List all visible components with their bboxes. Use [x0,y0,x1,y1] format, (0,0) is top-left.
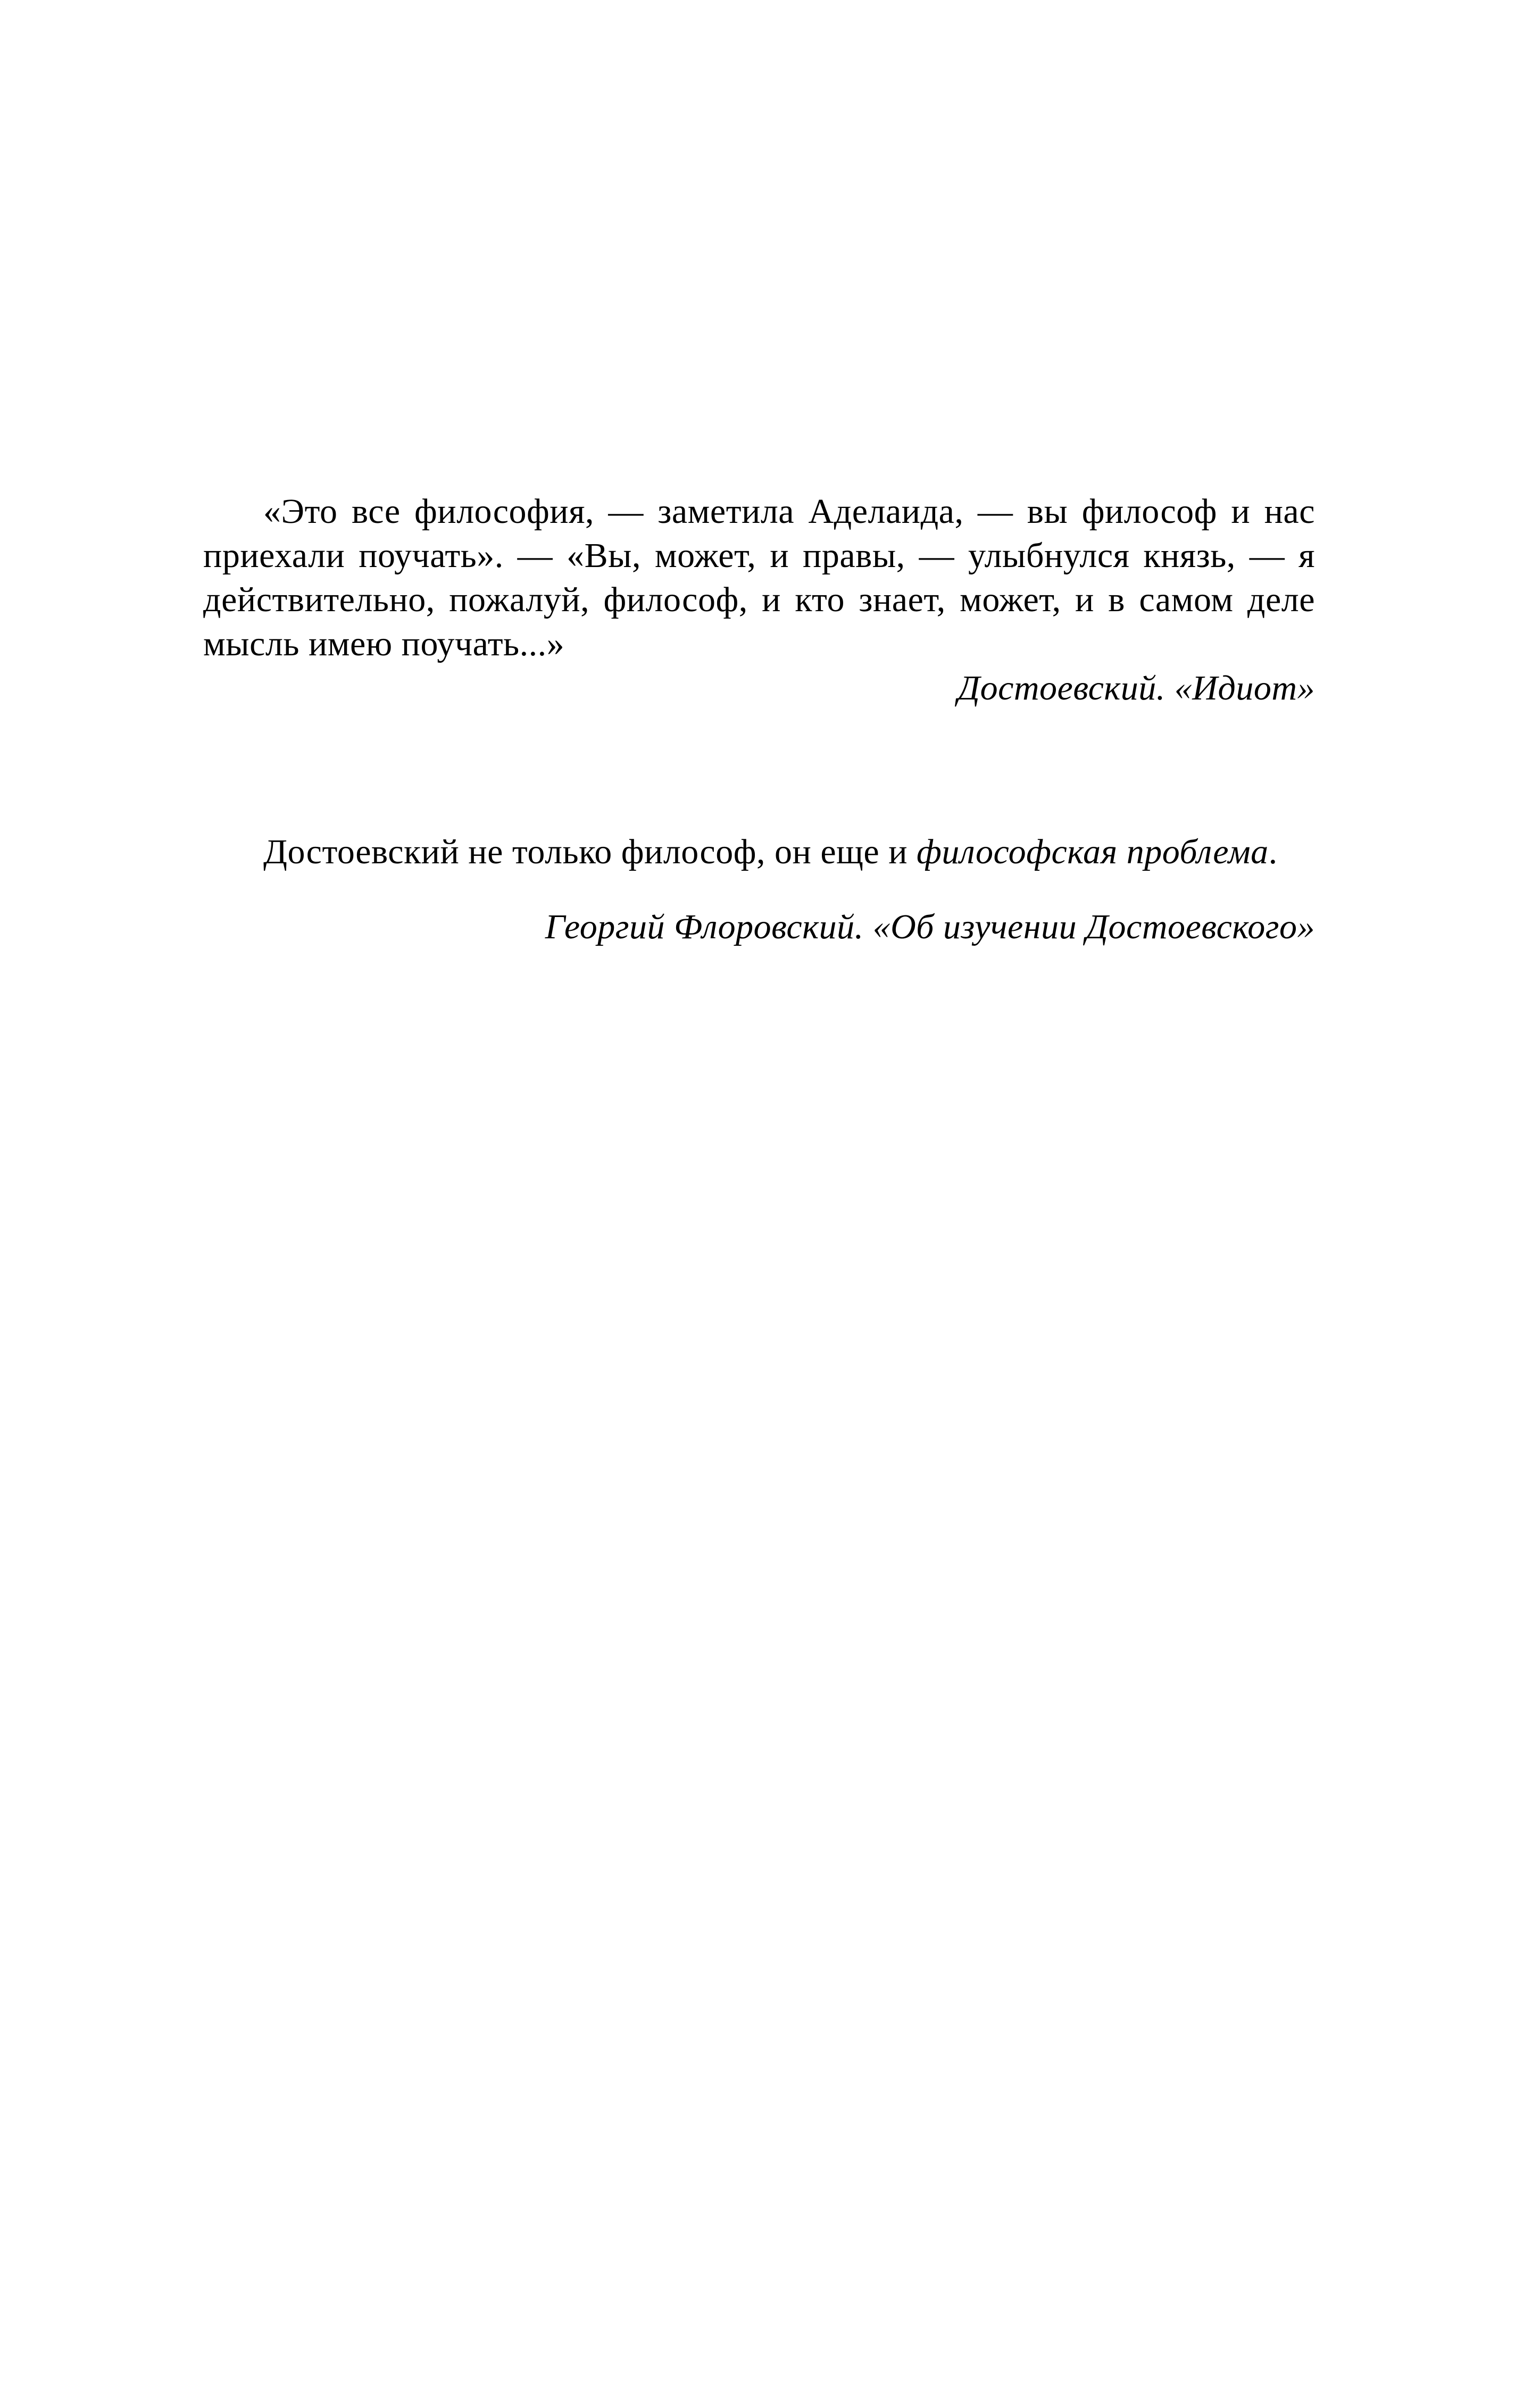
attribution-author: Достоевский [958,669,1156,707]
epigraph-florovsky [203,830,1315,949]
quote-emphasis: философская проблема [917,832,1269,871]
quote-end: . [1268,832,1278,871]
attribution-author: Георгий Флоровский [545,907,855,946]
quote-text: Достоевский не только философ, он еще и [263,832,917,871]
attribution-work: «Об изучении Достоевского» [872,907,1315,946]
attribution-work: «Идиот» [1174,669,1315,707]
epigraph-dostoevsky-idiot [203,489,1315,710]
epigraph-attribution: Достоевский. «Идиот» [958,669,1315,707]
epigraph-quote: «Это все философия, — заметила Аделаида, — вы философ и нас приехали поучать». — «Вы, может, и правы, — улыбнулся князь, — я действительно, пожалуй, философ, и кто знает, может, и в самом деле мысль имею поучать...» [203,492,1315,663]
epigraph-quote [203,830,1315,874]
epigraph-attribution: Георгий Флоровский. «Об изучении Достоевского» [545,907,1315,946]
